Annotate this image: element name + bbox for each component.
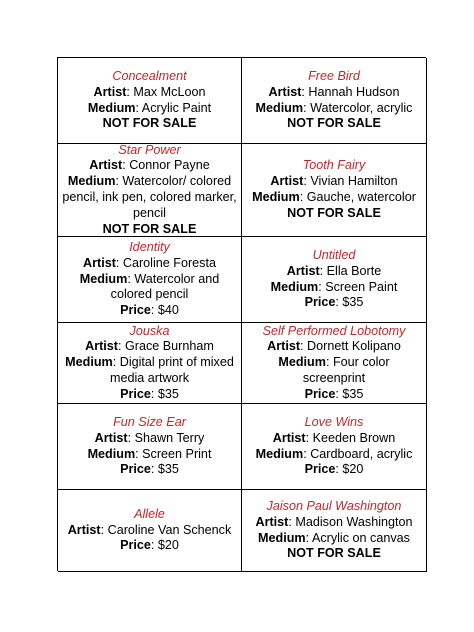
- artwork-card: [58, 144, 242, 237]
- artist-line: Artist: Connor Payne: [89, 158, 210, 173]
- medium-value: Watercolor/ colored pencil, ink pen, colored marker, pencil: [62, 174, 237, 220]
- medium-label: Medium: [87, 446, 136, 461]
- artwork-card: [242, 323, 427, 404]
- artist-line: Artist: Vivian Hamilton: [270, 174, 398, 189]
- price-label: Price: [304, 386, 336, 401]
- artwork-title: Fun Size Ear: [113, 414, 186, 429]
- sale-status: NOT FOR SALE: [102, 116, 197, 131]
- medium-line: Medium: Watercolor, acrylic: [255, 100, 413, 115]
- medium-label: Medium: [278, 355, 326, 370]
- artist-name: Max McLoon: [133, 84, 206, 99]
- artist-name: Dornett Kolipano: [307, 339, 401, 354]
- artist-label: Artist: [89, 158, 123, 173]
- price-line: Price: $35: [304, 295, 364, 310]
- artist-line: Artist: Caroline Foresta: [83, 255, 216, 270]
- artist-label: Artist: [93, 84, 127, 99]
- artwork-card: [58, 237, 242, 323]
- medium-value: Acrylic Paint: [141, 100, 212, 115]
- artwork-title: Free Bird: [308, 68, 360, 83]
- artist-name: Shawn Terry: [134, 430, 205, 445]
- artwork-title: Self Performed Lobotomy: [262, 323, 406, 338]
- sale-status: NOT FOR SALE: [287, 205, 381, 220]
- price-label: Price: [120, 303, 151, 318]
- price-label: Price: [304, 295, 336, 310]
- artist-label: Artist: [270, 174, 304, 189]
- artwork-title: Jaison Paul Washington: [266, 498, 402, 513]
- medium-line: Medium: Four color screenprint: [278, 355, 390, 385]
- artwork-card: [58, 58, 242, 144]
- price-label: Price: [120, 538, 151, 553]
- price-value: $40: [157, 303, 179, 318]
- artist-line: Artist: Madison Washington: [255, 514, 413, 529]
- artwork-title: Untitled: [312, 247, 356, 262]
- artwork-label-grid: [57, 57, 426, 571]
- medium-line: Medium: Acrylic Paint: [87, 100, 212, 115]
- artwork-card: [242, 58, 427, 144]
- medium-value: Cardboard, acrylic: [310, 446, 413, 461]
- medium-label: Medium: [255, 100, 304, 115]
- artist-line: Artist: Dornett Kolipano: [267, 339, 401, 354]
- artwork-title: Tooth Fairy: [302, 158, 366, 173]
- medium-label: Medium: [270, 279, 319, 294]
- medium-label: Medium: [67, 174, 116, 189]
- sale-status: NOT FOR SALE: [287, 116, 381, 131]
- medium-value: Screen Print: [142, 446, 212, 461]
- artist-line: Artist: Keeden Brown: [272, 430, 396, 445]
- price-value: $35: [342, 295, 364, 310]
- price-value: $35: [342, 386, 364, 401]
- price-line: Price: $20: [304, 462, 364, 477]
- artist-name: Grace Burnham: [124, 339, 214, 354]
- price-line: Price: $35: [304, 386, 364, 401]
- medium-value: Watercolor and colored pencil: [110, 271, 220, 302]
- artist-label: Artist: [272, 430, 306, 445]
- artist-name: Connor Payne: [129, 158, 210, 173]
- price-line: Price: $35: [120, 462, 179, 477]
- artist-label: Artist: [255, 514, 289, 529]
- artwork-card: [242, 490, 427, 572]
- artist-name: Caroline Van Schenck: [107, 522, 232, 537]
- medium-label: Medium: [65, 355, 113, 370]
- artist-line: Artist: Hannah Hudson: [268, 84, 400, 99]
- price-value: $35: [157, 386, 179, 401]
- artist-label: Artist: [85, 339, 118, 354]
- artwork-title: Jouska: [129, 323, 170, 338]
- artist-label: Artist: [94, 430, 128, 445]
- medium-line: Medium: Watercolor/ colored pencil, ink pen, colored marker, pencil: [62, 174, 237, 220]
- artist-line: Artist: Grace Burnham: [85, 339, 214, 354]
- medium-value: Gauche, watercolor: [306, 190, 416, 204]
- artist-line: Artist: Caroline Van Schenck: [67, 522, 232, 537]
- artist-label: Artist: [286, 263, 320, 278]
- artist-name: Hannah Hudson: [308, 84, 400, 99]
- medium-label: Medium: [252, 190, 300, 204]
- artist-line: Artist: Max McLoon: [93, 84, 206, 99]
- medium-line: Medium: Gauche, watercolor: [252, 190, 416, 204]
- medium-label: Medium: [87, 100, 136, 115]
- price-line: Price: $20: [120, 538, 179, 553]
- artist-name: Madison Washington: [295, 514, 413, 529]
- artwork-title: Allele: [134, 506, 165, 521]
- medium-value: Digital print of mixed media artwork: [109, 355, 234, 385]
- artist-name: Vivian Hamilton: [310, 174, 398, 189]
- artist-label: Artist: [83, 255, 116, 270]
- sale-status: NOT FOR SALE: [102, 221, 197, 236]
- medium-line: Medium: Acrylic on canvas: [258, 530, 410, 545]
- medium-value: Four color screenprint: [302, 355, 390, 385]
- medium-label: Medium: [255, 446, 304, 461]
- medium-value: Acrylic on canvas: [311, 530, 410, 545]
- artist-label: Artist: [267, 339, 301, 354]
- medium-line: Medium: Cardboard, acrylic: [255, 446, 413, 461]
- medium-line: Medium: Watercolor and colored pencil: [79, 271, 220, 302]
- price-value: $20: [342, 462, 364, 477]
- medium-label: Medium: [79, 271, 128, 286]
- medium-label: Medium: [258, 530, 306, 545]
- medium-value: Screen Paint: [325, 279, 398, 294]
- artist-label: Artist: [268, 84, 302, 99]
- price-label: Price: [120, 462, 151, 477]
- medium-line: Medium: Screen Print: [87, 446, 212, 461]
- price-value: $35: [157, 462, 179, 477]
- artwork-card: [58, 404, 242, 490]
- artwork-title: Concealment: [112, 68, 187, 83]
- artwork-card: [242, 404, 427, 490]
- artist-line: Artist: Shawn Terry: [94, 430, 205, 445]
- medium-value: Watercolor, acrylic: [310, 100, 413, 115]
- artwork-title: Identity: [129, 240, 170, 254]
- artist-name: Ella Borte: [326, 263, 382, 278]
- artwork-title: Star Power: [118, 142, 181, 157]
- artwork-card: [242, 144, 427, 237]
- artist-name: Caroline Foresta: [122, 255, 216, 270]
- artwork-card: [58, 323, 242, 404]
- medium-line: Medium: Digital print of mixed media artwork: [65, 355, 234, 385]
- price-line: Price: $35: [120, 386, 179, 401]
- artwork-card: [58, 490, 242, 572]
- medium-line: Medium: Screen Paint: [270, 279, 398, 294]
- artist-name: Keeden Brown: [312, 430, 396, 445]
- price-label: Price: [120, 386, 151, 401]
- price-value: $20: [157, 538, 179, 553]
- artist-label: Artist: [67, 522, 101, 537]
- sale-status: NOT FOR SALE: [287, 546, 381, 561]
- artist-line: Artist: Ella Borte: [286, 263, 382, 278]
- price-line: Price: $40: [120, 303, 179, 318]
- price-label: Price: [304, 462, 336, 477]
- artwork-card: [242, 237, 427, 323]
- artwork-title: Love Wins: [304, 414, 364, 429]
